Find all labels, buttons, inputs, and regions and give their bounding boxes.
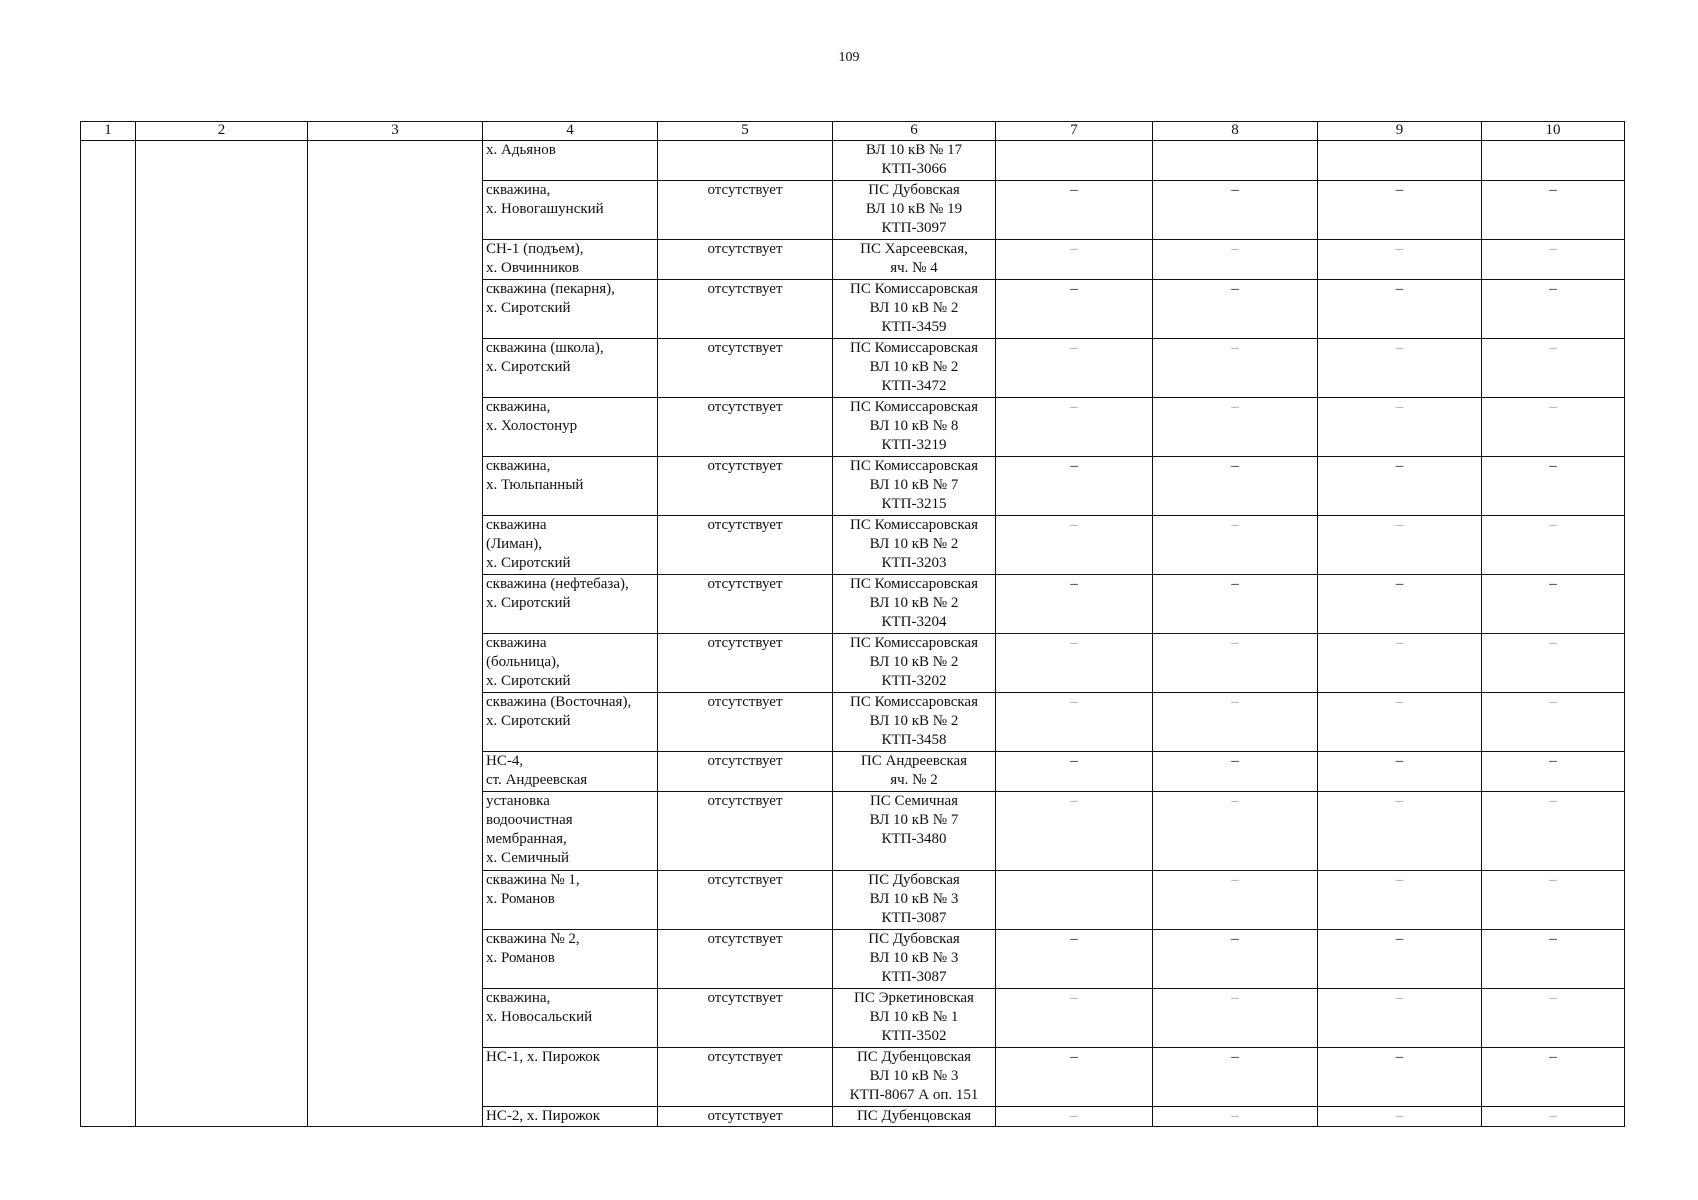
power-source-line: ВЛ 10 кВ № 3	[869, 950, 959, 966]
power-source-line: ПС Комиссаровская	[849, 458, 978, 474]
dash-value: –	[1231, 931, 1239, 947]
value-cell-8	[1153, 634, 1318, 693]
object-line: СН-1 (подъем),	[486, 241, 584, 257]
dash-value: –	[1231, 182, 1239, 198]
object-line: мембранная,	[486, 831, 567, 847]
power-source-cell	[833, 141, 996, 181]
power-source-line: КТП-3087	[881, 969, 947, 985]
power-source-line: ВЛ 10 кВ № 2	[869, 359, 959, 375]
object-line: установка	[486, 793, 550, 809]
dash-value: –	[1070, 793, 1078, 809]
power-source-line: ПС Комиссаровская	[849, 576, 978, 592]
power-source-line: яч. № 4	[890, 260, 938, 276]
power-source-line: ВЛ 10 кВ № 2	[869, 713, 959, 729]
value-cell-10	[1482, 280, 1625, 339]
value-cell-10	[1482, 516, 1625, 575]
value-cell-7	[996, 516, 1153, 575]
value-cell-10	[1482, 1048, 1625, 1107]
dash-value: –	[1070, 635, 1078, 651]
power-source-line: КТП-3472	[881, 378, 947, 394]
power-source-cell	[833, 989, 996, 1048]
power-source-line: ПС Дубенцовская	[856, 1049, 972, 1065]
dash-value: –	[1549, 241, 1557, 257]
dash-value: –	[1395, 694, 1404, 710]
power-source-cell	[833, 240, 996, 280]
value-cell-7	[996, 871, 1153, 930]
value-cell-8	[1153, 792, 1318, 871]
dash-value: –	[1231, 340, 1239, 356]
power-source-line: КТП-3219	[881, 437, 947, 453]
object-line: скважина	[486, 517, 547, 533]
dash-value: –	[1231, 1049, 1239, 1065]
object-line: НС-4,	[486, 753, 524, 769]
col-1-cell	[81, 141, 136, 1127]
column-header: 1	[81, 122, 136, 141]
object-cell	[483, 752, 658, 792]
power-source-line: ПС Комиссаровская	[849, 517, 978, 533]
dash-value: –	[1231, 793, 1239, 809]
dash-value: –	[1070, 281, 1078, 297]
dash-value: –	[1070, 399, 1078, 415]
object-line: х. Сиротский	[486, 300, 571, 316]
object-line: скважина,	[486, 399, 551, 415]
status-cell: отсутствует	[658, 457, 833, 516]
power-source-line: ВЛ 10 кВ № 1	[869, 1009, 959, 1025]
dash-value: –	[1395, 1108, 1404, 1124]
object-line: (Лиман),	[486, 536, 543, 552]
object-line: х. Сиротский	[486, 673, 571, 689]
value-cell-8	[1153, 575, 1318, 634]
value-cell-7	[996, 280, 1153, 339]
dash-value: –	[1395, 793, 1404, 809]
value-cell-9	[1318, 634, 1482, 693]
value-cell-8	[1153, 141, 1318, 181]
object-line: х. Сиротский	[486, 359, 571, 375]
object-line: х. Новосальский	[486, 1009, 593, 1025]
dash-value: –	[1395, 182, 1404, 198]
table-body	[81, 141, 1625, 1127]
power-source-line: ВЛ 10 кВ № 2	[869, 595, 959, 611]
dash-value: –	[1070, 990, 1078, 1006]
value-cell-8	[1153, 240, 1318, 280]
power-source-cell	[833, 516, 996, 575]
dash-value: –	[1549, 1049, 1557, 1065]
power-source-line: ВЛ 10 кВ № 3	[869, 891, 959, 907]
value-cell-8	[1153, 339, 1318, 398]
power-source-line: ПС Эркетиновская	[854, 990, 974, 1006]
value-cell-10	[1482, 634, 1625, 693]
status-cell: отсутствует	[658, 634, 833, 693]
column-header: 2	[136, 122, 308, 141]
power-source-line: ПС Семичная	[869, 793, 959, 809]
power-source-cell	[833, 930, 996, 989]
power-source-line: ПС Комиссаровская	[849, 281, 978, 297]
power-source-cell	[833, 792, 996, 871]
value-cell-10	[1482, 871, 1625, 930]
value-cell-9	[1318, 930, 1482, 989]
status-cell: отсутствует	[658, 1107, 833, 1127]
value-cell-7	[996, 575, 1153, 634]
dash-value: –	[1549, 340, 1557, 356]
value-cell-8	[1153, 752, 1318, 792]
dash-value: –	[1070, 576, 1078, 592]
value-cell-9	[1318, 516, 1482, 575]
power-source-line: КТП-3097	[881, 220, 947, 236]
value-cell-7	[996, 181, 1153, 240]
dash-value: –	[1231, 576, 1239, 592]
power-source-line: ВЛ 10 кВ № 2	[869, 300, 959, 316]
dash-value: –	[1070, 458, 1078, 474]
column-header: 8	[1153, 122, 1318, 141]
power-source-line: ВЛ 10 кВ № 8	[869, 418, 959, 434]
power-source-line: ПС Дубовская	[868, 872, 960, 888]
object-line: скважина № 1,	[486, 872, 580, 888]
power-source-line: ПС Дубовская	[868, 931, 960, 947]
column-header: 6	[833, 122, 996, 141]
object-line: НС-2, х. Пирожок	[486, 1108, 601, 1124]
dash-value: –	[1395, 931, 1404, 947]
value-cell-10	[1482, 989, 1625, 1048]
value-cell-10	[1482, 339, 1625, 398]
value-cell-7	[996, 1107, 1153, 1127]
value-cell-7	[996, 634, 1153, 693]
power-source-line: ПС Комиссаровская	[849, 635, 978, 651]
power-source-line: ПС Харсеевская,	[860, 241, 968, 257]
value-cell-9	[1318, 575, 1482, 634]
dash-value: –	[1070, 241, 1078, 257]
power-source-cell	[833, 1107, 996, 1127]
object-cell	[483, 339, 658, 398]
power-source-cell	[833, 457, 996, 516]
column-header: 4	[483, 122, 658, 141]
dash-value: –	[1231, 635, 1239, 651]
value-cell-7	[996, 457, 1153, 516]
value-cell-10	[1482, 575, 1625, 634]
object-cell	[483, 141, 658, 181]
status-cell: отсутствует	[658, 989, 833, 1048]
power-source-line: КТП-3458	[881, 732, 947, 748]
object-cell	[483, 280, 658, 339]
object-line: скважина (Восточная),	[486, 694, 632, 710]
dash-value: –	[1070, 340, 1078, 356]
dash-value: –	[1549, 694, 1557, 710]
power-source-cell	[833, 871, 996, 930]
value-cell-9	[1318, 280, 1482, 339]
value-cell-9	[1318, 141, 1482, 181]
value-cell-9	[1318, 240, 1482, 280]
object-cell	[483, 181, 658, 240]
header-row	[81, 122, 1625, 141]
dash-value: –	[1231, 990, 1239, 1006]
dash-value: –	[1549, 458, 1557, 474]
power-source-line: ВЛ 10 кВ № 7	[869, 477, 959, 493]
power-source-line: КТП-3502	[881, 1028, 947, 1044]
object-line: х. Семичный	[486, 850, 570, 866]
value-cell-9	[1318, 1107, 1482, 1127]
power-source-line: ВЛ 10 кВ № 7	[869, 812, 959, 828]
object-line: скважина (школа),	[486, 340, 604, 356]
dash-value: –	[1070, 694, 1078, 710]
object-line: х. Холостонур	[486, 418, 578, 434]
value-cell-8	[1153, 181, 1318, 240]
object-line: скважина (нефтебаза),	[486, 576, 629, 592]
value-cell-9	[1318, 871, 1482, 930]
power-source-line: КТП-3202	[881, 673, 947, 689]
dash-value: –	[1549, 793, 1557, 809]
dash-value: –	[1549, 990, 1557, 1006]
power-source-line: КТП-3203	[881, 555, 947, 571]
object-line: х. Адьянов	[486, 142, 556, 158]
dash-value: –	[1070, 1108, 1078, 1124]
object-line: х. Тюльпанный	[486, 477, 584, 493]
status-cell: отсутствует	[658, 693, 833, 752]
dash-value: –	[1395, 241, 1404, 257]
dash-value: –	[1070, 517, 1078, 533]
power-source-line: яч. № 2	[890, 772, 938, 788]
value-cell-8	[1153, 457, 1318, 516]
dash-value: –	[1231, 1108, 1239, 1124]
power-source-line: ВЛ 10 кВ № 19	[865, 201, 963, 217]
object-cell	[483, 634, 658, 693]
value-cell-8	[1153, 989, 1318, 1048]
dash-value: –	[1549, 931, 1557, 947]
value-cell-9	[1318, 398, 1482, 457]
dash-value: –	[1395, 517, 1404, 533]
col-2-cell	[136, 141, 308, 1127]
power-source-line: КТП-3204	[881, 614, 947, 630]
object-line: (больница),	[486, 654, 560, 670]
value-cell-8	[1153, 398, 1318, 457]
status-cell: отсутствует	[658, 575, 833, 634]
object-cell	[483, 989, 658, 1048]
value-cell-7	[996, 930, 1153, 989]
power-source-cell	[833, 634, 996, 693]
dash-value: –	[1395, 990, 1404, 1006]
object-cell	[483, 792, 658, 871]
value-cell-9	[1318, 792, 1482, 871]
dash-value: –	[1231, 458, 1239, 474]
dash-value: –	[1549, 281, 1557, 297]
value-cell-10	[1482, 930, 1625, 989]
power-source-line: КТП-3087	[881, 910, 947, 926]
power-source-line: ВЛ 10 кВ № 2	[869, 654, 959, 670]
status-cell: отсутствует	[658, 280, 833, 339]
dash-value: –	[1395, 753, 1404, 769]
value-cell-9	[1318, 989, 1482, 1048]
power-source-cell	[833, 398, 996, 457]
value-cell-7	[996, 339, 1153, 398]
object-cell	[483, 930, 658, 989]
value-cell-10	[1482, 457, 1625, 516]
object-line: скважина,	[486, 458, 551, 474]
dash-value: –	[1070, 182, 1078, 198]
value-cell-10	[1482, 693, 1625, 752]
dash-value: –	[1549, 399, 1557, 415]
object-line: х. Романов	[486, 891, 555, 907]
column-header: 7	[996, 122, 1153, 141]
dash-value: –	[1395, 340, 1404, 356]
dash-value: –	[1231, 241, 1239, 257]
table-row	[81, 141, 1625, 181]
value-cell-9	[1318, 181, 1482, 240]
status-cell: отсутствует	[658, 930, 833, 989]
status-cell: отсутствует	[658, 181, 833, 240]
column-header: 5	[658, 122, 833, 141]
value-cell-7	[996, 141, 1153, 181]
dash-value: –	[1549, 576, 1557, 592]
object-line: х. Овчинников	[486, 260, 580, 276]
object-line: скважина	[486, 635, 547, 651]
power-source-line: ПС Дубовская	[868, 182, 960, 198]
value-cell-10	[1482, 240, 1625, 280]
power-source-line: ПС Комиссаровская	[849, 340, 978, 356]
value-cell-9	[1318, 1048, 1482, 1107]
col-3-cell	[308, 141, 483, 1127]
power-source-cell	[833, 693, 996, 752]
object-line: ст. Андреевская	[486, 772, 588, 788]
object-line: х. Новогашунский	[486, 201, 604, 217]
value-cell-7	[996, 240, 1153, 280]
value-cell-8	[1153, 280, 1318, 339]
dash-value: –	[1231, 517, 1239, 533]
object-cell	[483, 1048, 658, 1107]
value-cell-8	[1153, 930, 1318, 989]
power-source-line: ВЛ 10 кВ № 17	[865, 142, 963, 158]
power-source-cell	[833, 1048, 996, 1107]
value-cell-9	[1318, 752, 1482, 792]
value-cell-10	[1482, 792, 1625, 871]
dash-value: –	[1395, 458, 1404, 474]
status-cell	[658, 141, 833, 181]
object-line: скважина,	[486, 990, 551, 1006]
object-cell	[483, 516, 658, 575]
dash-value: –	[1395, 872, 1404, 888]
object-cell	[483, 1107, 658, 1127]
value-cell-10	[1482, 398, 1625, 457]
object-line: скважина (пекарня),	[486, 281, 615, 297]
value-cell-10	[1482, 752, 1625, 792]
data-table	[80, 121, 1625, 1127]
column-header: 10	[1482, 122, 1625, 141]
dash-value: –	[1549, 182, 1557, 198]
power-source-line: ВЛ 10 кВ № 3	[869, 1068, 959, 1084]
dash-value: –	[1231, 753, 1239, 769]
status-cell: отсутствует	[658, 752, 833, 792]
object-cell	[483, 871, 658, 930]
object-line: х. Романов	[486, 950, 555, 966]
status-cell: отсутствует	[658, 240, 833, 280]
object-cell	[483, 457, 658, 516]
power-source-cell	[833, 339, 996, 398]
dash-value: –	[1549, 635, 1557, 651]
status-cell: отсутствует	[658, 339, 833, 398]
object-cell	[483, 693, 658, 752]
value-cell-9	[1318, 339, 1482, 398]
power-source-line: КТП-3480	[881, 831, 947, 847]
value-cell-7	[996, 1048, 1153, 1107]
power-source-line: КТП-3215	[881, 496, 947, 512]
value-cell-7	[996, 989, 1153, 1048]
object-cell	[483, 240, 658, 280]
power-source-line: КТП-3066	[881, 161, 947, 177]
value-cell-10	[1482, 1107, 1625, 1127]
value-cell-7	[996, 752, 1153, 792]
object-line: водоочистная	[486, 812, 573, 828]
dash-value: –	[1070, 753, 1078, 769]
dash-value: –	[1549, 872, 1557, 888]
power-source-line: ВЛ 10 кВ № 2	[869, 536, 959, 552]
dash-value: –	[1070, 931, 1078, 947]
dash-value: –	[1549, 1108, 1557, 1124]
dash-value: –	[1395, 635, 1404, 651]
column-header: 3	[308, 122, 483, 141]
object-line: скважина,	[486, 182, 551, 198]
object-cell	[483, 398, 658, 457]
object-line: НС-1, х. Пирожок	[486, 1049, 601, 1065]
object-line: х. Сиротский	[486, 595, 571, 611]
status-cell: отсутствует	[658, 398, 833, 457]
value-cell-8	[1153, 1048, 1318, 1107]
value-cell-10	[1482, 181, 1625, 240]
power-source-cell	[833, 280, 996, 339]
dash-value: –	[1395, 576, 1404, 592]
dash-value: –	[1231, 694, 1239, 710]
dash-value: –	[1231, 399, 1239, 415]
value-cell-10	[1482, 141, 1625, 181]
dash-value: –	[1231, 872, 1239, 888]
power-source-cell	[833, 575, 996, 634]
status-cell: отсутствует	[658, 871, 833, 930]
value-cell-7	[996, 693, 1153, 752]
power-source-line: ПС Андреевская	[860, 753, 968, 769]
power-source-line: ПС Дубенцовская	[856, 1108, 972, 1124]
dash-value: –	[1549, 753, 1557, 769]
value-cell-8	[1153, 693, 1318, 752]
status-cell: отсутствует	[658, 792, 833, 871]
value-cell-9	[1318, 457, 1482, 516]
value-cell-7	[996, 398, 1153, 457]
object-line: скважина № 2,	[486, 931, 580, 947]
power-source-line: ПС Комиссаровская	[849, 399, 978, 415]
power-source-line: КТП-3459	[881, 319, 947, 335]
object-cell	[483, 575, 658, 634]
power-source-cell	[833, 181, 996, 240]
value-cell-7	[996, 792, 1153, 871]
power-source-cell	[833, 752, 996, 792]
value-cell-8	[1153, 871, 1318, 930]
value-cell-9	[1318, 693, 1482, 752]
dash-value: –	[1395, 399, 1404, 415]
power-source-line: ПС Комиссаровская	[849, 694, 978, 710]
object-line: х. Сиротский	[486, 555, 571, 571]
dash-value: –	[1549, 517, 1557, 533]
dash-value: –	[1395, 1049, 1404, 1065]
column-header: 9	[1318, 122, 1482, 141]
page-number: 109	[838, 50, 860, 65]
power-source-line: КТП-8067 А оп. 151	[849, 1087, 979, 1103]
object-line: х. Сиротский	[486, 713, 571, 729]
value-cell-8	[1153, 1107, 1318, 1127]
dash-value: –	[1231, 281, 1239, 297]
status-cell: отсутствует	[658, 1048, 833, 1107]
dash-value: –	[1070, 1049, 1078, 1065]
dash-value: –	[1395, 281, 1404, 297]
status-cell: отсутствует	[658, 516, 833, 575]
value-cell-8	[1153, 516, 1318, 575]
